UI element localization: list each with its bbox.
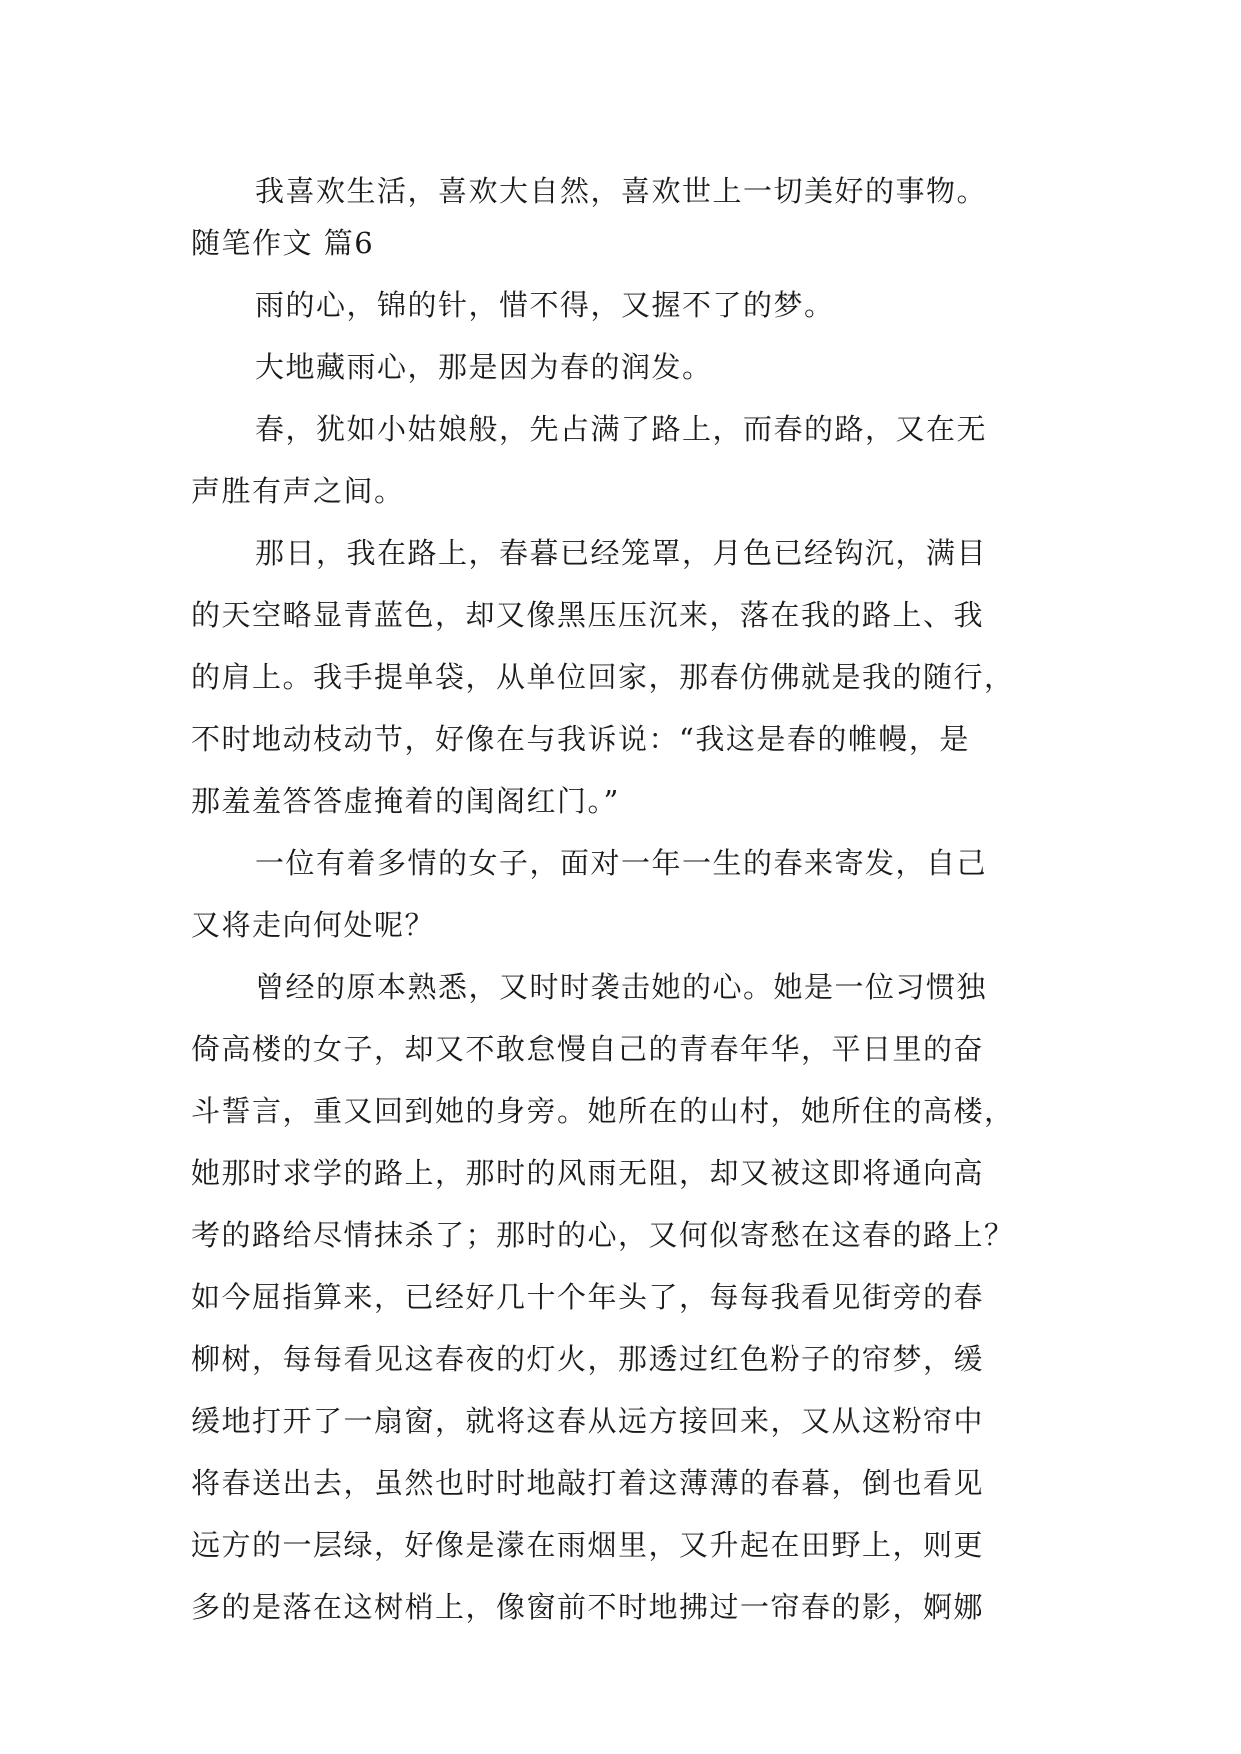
text-line: 的肩上。我手提单袋，从单位回家，那春仿佛就是我的随行， xyxy=(191,660,1015,694)
text-line: 倚高楼的女子，却又不敢怠慢自己的青春年华，平日里的奋 xyxy=(191,1032,985,1066)
text-line: 曾经的原本熟悉，又时时袭击她的心。她是一位习惯独 xyxy=(255,970,988,1004)
text-line: 不时地动枝动节，好像在与我诉说：“我这是春的帷幔，是 xyxy=(191,722,970,756)
text-line: 大地藏雨心，那是因为春的润发。 xyxy=(255,350,713,384)
text-line: 的天空略显青蓝色，却又像黑压压沉来，落在我的路上、我 xyxy=(191,598,985,632)
text-line: 远方的一层绿，好像是濛在雨烟里，又升起在田野上，则更 xyxy=(191,1528,985,1562)
text-line: 雨的心，锦的针，惜不得，又握不了的梦。 xyxy=(255,288,835,322)
essay-body xyxy=(191,160,1071,1638)
text-line: 将春送出去，虽然也时时地敲打着这薄薄的春暮，倒也看见 xyxy=(191,1466,985,1500)
text-line: 考的路给尽情抹杀了；那时的心，又何似寄愁在这春的路上？ xyxy=(191,1218,1015,1252)
text-line: 柳树，每每看见这春夜的灯火，那透过红色粉子的帘梦，缓 xyxy=(191,1342,985,1376)
text-line: 斗誓言，重又回到她的身旁。她所在的山村，她所住的高楼， xyxy=(191,1094,1015,1128)
text-line: 又将走向何处呢？ xyxy=(191,908,436,942)
text-line: 一位有着多情的女子，面对一年一生的春来寄发，自己 xyxy=(255,846,988,880)
text-line: 多的是落在这树梢上，像窗前不时地拂过一帘春的影，婀娜 xyxy=(191,1590,985,1624)
text-line: 那日，我在路上，春暮已经笼罩，月色已经钩沉，满目 xyxy=(255,536,988,570)
text-line: 如今屈指算来，已经好几十个年头了，每每我看见街旁的春 xyxy=(191,1280,985,1314)
text-line: 我喜欢生活，喜欢大自然，喜欢世上一切美好的事物。 xyxy=(255,174,988,208)
text-line: 春，犹如小姑娘般，先占满了路上，而春的路，又在无 xyxy=(255,412,988,446)
text-line: 声胜有声之间。 xyxy=(191,474,405,508)
section-heading: 随笔作文 篇6 xyxy=(191,226,375,260)
text-line: 缓地打开了一扇窗，就将这春从远方接回来，又从这粉帘中 xyxy=(191,1404,985,1438)
text-line: 那羞羞答答虚掩着的闺阁红门。” xyxy=(191,784,620,818)
text-line: 她那时求学的路上，那时的风雨无阻，却又被这即将通向高 xyxy=(191,1156,985,1190)
